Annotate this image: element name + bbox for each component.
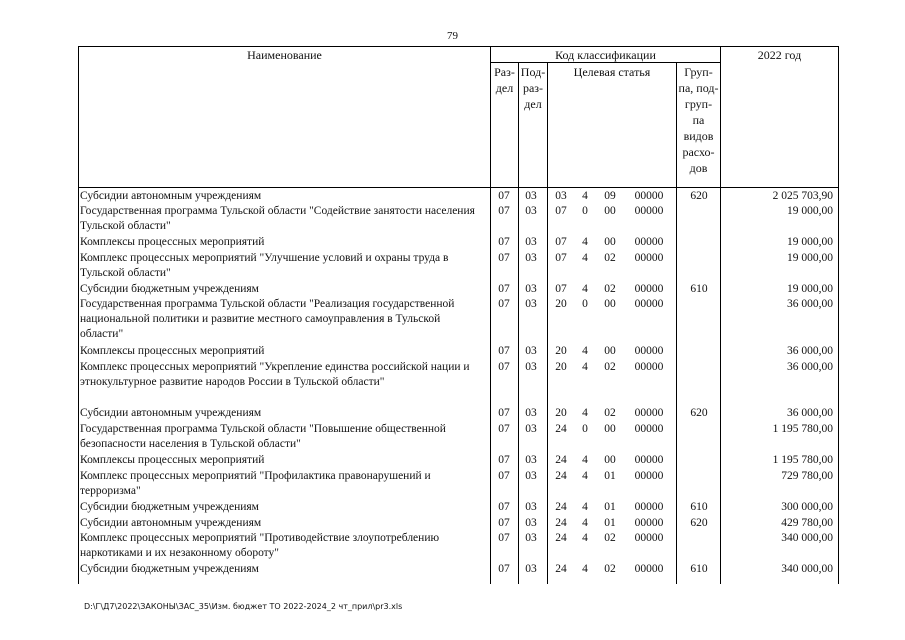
target-sub-cell: 00 — [604, 205, 616, 217]
target-program-cell: 24 — [555, 470, 567, 482]
amount-cell: 2 025 703,90 — [772, 190, 833, 202]
amount-cell: 300 000,00 — [781, 501, 833, 513]
razdel-cell: 07 — [498, 563, 510, 575]
podrazdel-cell: 03 — [525, 470, 537, 482]
row-name: Комплексы процессных мероприятий — [80, 454, 265, 466]
amount-cell: 19 000,00 — [787, 205, 833, 217]
target-type-cell: 4 — [582, 501, 588, 513]
row-name: Комплексы процессных мероприятий — [80, 236, 265, 248]
target-sub-cell: 00 — [604, 454, 616, 466]
target-direction-cell: 00000 — [634, 563, 664, 575]
razdel-cell: 07 — [498, 532, 510, 544]
target-sub-cell: 02 — [604, 283, 616, 295]
razdel-cell: 07 — [498, 345, 510, 357]
podrazdel-cell: 03 — [525, 361, 537, 373]
target-direction-cell: 00000 — [634, 236, 664, 248]
target-sub-cell: 09 — [604, 190, 616, 202]
page-number: 79 — [447, 30, 458, 42]
header-razdel: Раз- дел — [494, 65, 515, 95]
expense-group-cell: 620 — [690, 190, 708, 202]
razdel-cell: 07 — [498, 252, 510, 264]
row-name: Государственная программа Тульской области "Повышение общественной безопасности населения в Тульской области" — [80, 423, 446, 450]
amount-cell: 36 000,00 — [787, 361, 833, 373]
podrazdel-cell: 03 — [525, 532, 537, 544]
target-sub-cell: 00 — [604, 423, 616, 435]
razdel-cell: 07 — [498, 236, 510, 248]
target-direction-cell: 00000 — [634, 205, 664, 217]
podrazdel-cell: 03 — [525, 205, 537, 217]
row-name: Комплекс процессных мероприятий "Улучшение условий и охраны труда в Тульской области" — [80, 252, 449, 279]
target-program-cell: 03 — [555, 190, 567, 202]
razdel-cell: 07 — [498, 501, 510, 513]
expense-group-cell: 610 — [690, 501, 708, 513]
row-name: Субсидии бюджетным учреждениям — [80, 501, 259, 513]
podrazdel-cell: 03 — [525, 501, 537, 513]
target-sub-cell: 01 — [604, 470, 616, 482]
podrazdel-cell: 03 — [525, 345, 537, 357]
target-type-cell: 4 — [582, 407, 588, 419]
row-name: Субсидии бюджетным учреждениям — [80, 563, 259, 575]
row-name: Субсидии автономным учреждениям — [80, 407, 262, 419]
razdel-cell: 07 — [498, 454, 510, 466]
row-name: Государственная программа Тульской области "Содействие занятости населения Тульской области" — [80, 205, 475, 232]
podrazdel-cell: 03 — [525, 298, 537, 310]
target-direction-cell: 00000 — [634, 501, 664, 513]
target-type-cell: 0 — [582, 298, 588, 310]
header-target: Целевая статья — [573, 65, 651, 79]
target-type-cell: 4 — [582, 454, 588, 466]
target-program-cell: 07 — [555, 236, 567, 248]
target-program-cell: 20 — [555, 345, 567, 357]
amount-cell: 1 195 780,00 — [772, 423, 833, 435]
target-sub-cell: 02 — [604, 361, 616, 373]
target-type-cell: 4 — [582, 517, 588, 529]
file-path: D:\Г\Д7\2022\ЗАКОНЫ\ЗАС_35\Изм. бюджет ТО 2022-2024_2 чт_прил\pr3.xls — [84, 602, 403, 611]
target-type-cell: 4 — [582, 470, 588, 482]
header-group: Груп- па, под- груп- па видов расхо- дов — [678, 65, 719, 175]
razdel-cell: 07 — [498, 190, 510, 202]
target-type-cell: 4 — [582, 252, 588, 264]
target-direction-cell: 00000 — [634, 283, 664, 295]
row-name: Государственная программа Тульской области "Реализация государственной национальной политики и развитие местного самоуправления в Тульской области" — [80, 298, 455, 340]
target-program-cell: 07 — [555, 205, 567, 217]
target-type-cell: 0 — [582, 423, 588, 435]
podrazdel-cell: 03 — [525, 517, 537, 529]
header-code: Код классификации — [555, 48, 656, 62]
target-direction-cell: 00000 — [634, 252, 664, 264]
target-direction-cell: 00000 — [634, 470, 664, 482]
razdel-cell: 07 — [498, 283, 510, 295]
razdel-cell: 07 — [498, 423, 510, 435]
row-name: Субсидии автономным учреждениям — [80, 517, 262, 529]
target-direction-cell: 00000 — [634, 345, 664, 357]
razdel-cell: 07 — [498, 470, 510, 482]
row-name: Комплекс процессных мероприятий "Противодействие злоупотреблению наркотиками и их незаконному обороту" — [80, 532, 440, 559]
target-type-cell: 4 — [582, 236, 588, 248]
expense-group-cell: 620 — [690, 517, 708, 529]
amount-cell: 36 000,00 — [787, 407, 833, 419]
target-type-cell: 0 — [582, 205, 588, 217]
podrazdel-cell: 03 — [525, 454, 537, 466]
target-sub-cell: 02 — [604, 563, 616, 575]
row-name: Комплекс процессных мероприятий "Профилактика правонарушений и терроризма" — [80, 470, 431, 497]
row-name: Комплекс процессных мероприятий "Укрепление единства российской нации и этнокультурное развитие народов России в Тульской области" — [80, 361, 470, 388]
target-type-cell: 4 — [582, 190, 588, 202]
podrazdel-cell: 03 — [525, 252, 537, 264]
target-type-cell: 4 — [582, 283, 588, 295]
target-direction-cell: 00000 — [634, 298, 664, 310]
podrazdel-cell: 03 — [525, 563, 537, 575]
podrazdel-cell: 03 — [525, 407, 537, 419]
amount-cell: 19 000,00 — [787, 283, 833, 295]
target-direction-cell: 00000 — [634, 190, 664, 202]
target-program-cell: 24 — [555, 501, 567, 513]
target-direction-cell: 00000 — [634, 532, 664, 544]
expense-group-cell: 620 — [690, 407, 708, 419]
amount-cell: 340 000,00 — [781, 563, 833, 575]
target-direction-cell: 00000 — [634, 454, 664, 466]
target-type-cell: 4 — [582, 563, 588, 575]
target-type-cell: 4 — [582, 532, 588, 544]
razdel-cell: 07 — [498, 361, 510, 373]
target-type-cell: 4 — [582, 361, 588, 373]
podrazdel-cell: 03 — [525, 283, 537, 295]
row-name: Комплексы процессных мероприятий — [80, 345, 265, 357]
amount-cell: 36 000,00 — [787, 345, 833, 357]
target-program-cell: 24 — [555, 454, 567, 466]
amount-cell: 1 195 780,00 — [772, 454, 833, 466]
target-direction-cell: 00000 — [634, 517, 664, 529]
razdel-cell: 07 — [498, 407, 510, 419]
podrazdel-cell: 03 — [525, 236, 537, 248]
target-direction-cell: 00000 — [634, 361, 664, 373]
amount-cell: 36 000,00 — [787, 298, 833, 310]
target-program-cell: 24 — [555, 532, 567, 544]
header-year: 2022 год — [757, 48, 802, 62]
target-program-cell: 07 — [555, 252, 567, 264]
target-program-cell: 07 — [555, 283, 567, 295]
target-sub-cell: 00 — [604, 298, 616, 310]
target-program-cell: 24 — [555, 423, 567, 435]
row-name: Субсидии автономным учреждениям — [80, 190, 262, 202]
target-program-cell: 24 — [555, 563, 567, 575]
target-program-cell: 20 — [555, 407, 567, 419]
podrazdel-cell: 03 — [525, 423, 537, 435]
target-sub-cell: 02 — [604, 532, 616, 544]
expense-group-cell: 610 — [690, 563, 708, 575]
target-sub-cell: 00 — [604, 236, 616, 248]
amount-cell: 19 000,00 — [787, 236, 833, 248]
header-name: Наименование — [247, 48, 322, 62]
target-sub-cell: 01 — [604, 517, 616, 529]
target-type-cell: 4 — [582, 345, 588, 357]
target-direction-cell: 00000 — [634, 423, 664, 435]
target-sub-cell: 01 — [604, 501, 616, 513]
target-program-cell: 24 — [555, 517, 567, 529]
expense-group-cell: 610 — [690, 283, 708, 295]
target-sub-cell: 02 — [604, 252, 616, 264]
target-direction-cell: 00000 — [634, 407, 664, 419]
target-program-cell: 20 — [555, 361, 567, 373]
amount-cell: 340 000,00 — [781, 532, 833, 544]
row-name: Субсидии бюджетным учреждениям — [80, 283, 259, 295]
amount-cell: 429 780,00 — [781, 517, 833, 529]
razdel-cell: 07 — [498, 205, 510, 217]
target-sub-cell: 02 — [604, 407, 616, 419]
amount-cell: 729 780,00 — [781, 470, 833, 482]
podrazdel-cell: 03 — [525, 190, 537, 202]
target-sub-cell: 00 — [604, 345, 616, 357]
header-podrazdel: Под- раз- дел — [520, 65, 546, 111]
amount-cell: 19 000,00 — [787, 252, 833, 264]
razdel-cell: 07 — [498, 517, 510, 529]
razdel-cell: 07 — [498, 298, 510, 310]
target-program-cell: 20 — [555, 298, 567, 310]
